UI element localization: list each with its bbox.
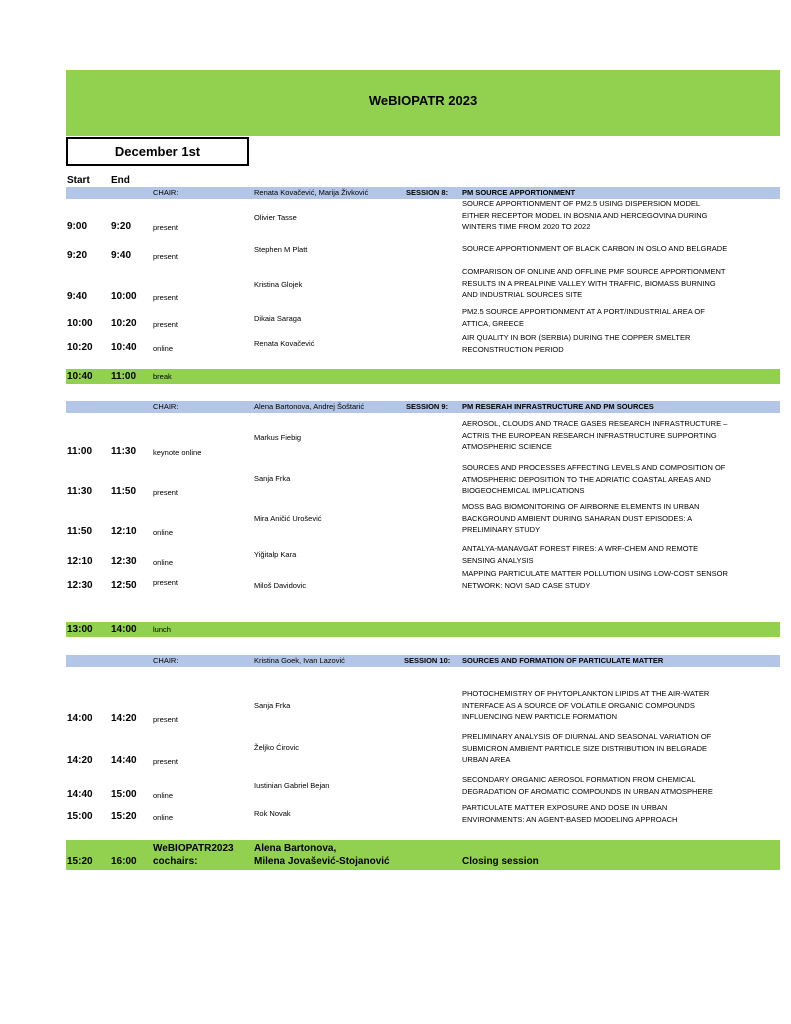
talk-end-time: 15:20 bbox=[111, 811, 137, 822]
talk-start-time: 10:00 bbox=[67, 318, 93, 329]
talk-title-line: BIOGEOCHEMICAL IMPLICATIONS bbox=[462, 486, 585, 496]
talk-title-line: SOURCES AND PROCESSES AFFECTING LEVELS AND COMPOSITION OF bbox=[462, 463, 726, 472]
talk-title-line: AND INDUSTRIAL SOURCES SITE bbox=[462, 290, 583, 300]
talk-mode: online bbox=[153, 344, 174, 353]
talk-speaker: Kristina Glojek bbox=[254, 280, 303, 289]
talk-end-time: 10:00 bbox=[111, 291, 137, 302]
talk-title-line: SOURCE APPORTIONMENT OF PM2.5 USING DISPERSION MODEL bbox=[462, 199, 701, 208]
talk-title-line: SENSING ANALYSIS bbox=[462, 555, 534, 565]
talk-title-line: NETWORK: NOVI SAD CASE STUDY bbox=[462, 580, 591, 590]
talk-title-line: ENVIRONMENTS: AN AGENT-BASED MODELING APPROACH bbox=[462, 814, 678, 824]
talk-speaker: Stephen M Platt bbox=[254, 245, 308, 254]
talk-end-time: 14:40 bbox=[111, 755, 137, 766]
talk-title-line: PM2.5 SOURCE APPORTIONMENT AT A PORT/INDUSTRIAL AREA OF bbox=[462, 307, 705, 316]
closing-start-time: 15:20 bbox=[67, 856, 93, 867]
break-start-time: 10:40 bbox=[67, 371, 93, 382]
talk-end-time: 11:30 bbox=[111, 446, 137, 457]
talk-title-line: ATMOSPHERIC SCIENCE bbox=[462, 442, 552, 452]
talk-end-time: 12:30 bbox=[111, 556, 137, 567]
talk-title-line: PRELIMINARY STUDY bbox=[462, 525, 541, 535]
talk-speaker: Dikaia Saraga bbox=[254, 314, 302, 323]
talk-title-line: PHOTOCHEMISTRY OF PHYTOPLANKTON LIPIDS AT THE AIR-WATER bbox=[462, 689, 710, 698]
break-bar bbox=[66, 622, 780, 637]
talk-title bbox=[462, 306, 780, 329]
talk-mode: present bbox=[153, 757, 179, 766]
session-number: SESSION 10: bbox=[404, 656, 451, 665]
talk-title-line: INFLUENCING NEW PARTICLE FORMATION bbox=[462, 712, 618, 722]
talk-title-line: PRELIMINARY ANALYSIS OF DIURNAL AND SEASONAL VARIATION OF bbox=[462, 732, 712, 741]
talk-title-line: URBAN AREA bbox=[462, 755, 511, 765]
talk-end-time: 14:20 bbox=[111, 713, 137, 724]
talk-start-time: 11:00 bbox=[67, 446, 93, 457]
talk-start-time: 15:00 bbox=[67, 811, 93, 822]
talk-title-line: MAPPING PARTICULATE MATTER POLLUTION USING LOW-COST SENSOR bbox=[462, 569, 728, 578]
talk-end-time: 10:40 bbox=[111, 342, 137, 353]
break-label: break bbox=[153, 371, 172, 381]
talk-end-time: 12:10 bbox=[111, 526, 137, 537]
talk-title bbox=[462, 774, 780, 797]
talk-title-line: SOURCE APPORTIONMENT OF BLACK CARBON IN OSLO AND BELGRADE bbox=[462, 244, 728, 253]
talk-mode: keynote online bbox=[153, 448, 202, 457]
talk-title-line: ATTICA, GREECE bbox=[462, 318, 524, 328]
talk-title-line: ATMOSPHERIC DEPOSITION TO THE ADRIATIC COASTAL AREAS AND bbox=[462, 474, 711, 484]
talk-mode: online bbox=[153, 813, 174, 822]
talk-speaker: Renata Kovačević bbox=[254, 339, 315, 348]
talk-speaker: Miloš Davidovic bbox=[254, 581, 307, 590]
talk-start-time: 12:10 bbox=[67, 556, 93, 567]
talk-mode: present bbox=[153, 223, 179, 232]
session-number: SESSION 9: bbox=[406, 402, 449, 411]
day-label: December 1st bbox=[66, 137, 249, 166]
talk-title bbox=[462, 568, 780, 591]
talk-speaker: Mira Aničić Urošević bbox=[254, 514, 322, 523]
talk-end-time: 9:20 bbox=[111, 221, 132, 232]
talk-mode: present bbox=[153, 578, 179, 587]
talk-speaker: Yiğitalp Kara bbox=[254, 550, 297, 559]
talk-speaker: Sanja Frka bbox=[254, 474, 291, 483]
session-name: PM SOURCE APPORTIONMENT bbox=[462, 188, 576, 197]
talk-title-line: AEROSOL, CLOUDS AND TRACE GASES RESEARCH INFRASTRUCTURE – bbox=[462, 419, 728, 428]
talk-title-line: COMPARISON OF ONLINE AND OFFLINE PMF SOURCE APPORTIONMENT bbox=[462, 267, 726, 276]
talk-mode: present bbox=[153, 320, 179, 329]
talk-title bbox=[462, 332, 780, 355]
closing-session: Closing session bbox=[462, 856, 539, 867]
talk-title-line: INTERFACE AS A SOURCE OF VOLATILE ORGANIC COMPOUNDS bbox=[462, 700, 695, 710]
talk-title bbox=[462, 462, 780, 497]
talk-mode: present bbox=[153, 252, 179, 261]
closing-name-line: Milena Jovašević-Stojanović bbox=[254, 856, 390, 867]
talk-mode: present bbox=[153, 488, 179, 497]
talk-speaker: Markus Fiebig bbox=[254, 433, 302, 442]
talk-title-line: ANTALYA-MANAVGAT FOREST FIRES: A WRF-CHEM AND REMOTE bbox=[462, 544, 699, 553]
talk-start-time: 10:20 bbox=[67, 342, 93, 353]
session-chairs: Kristina Goek, Ivan Lazović bbox=[254, 655, 345, 665]
page-title: WeBIOPATR 2023 bbox=[368, 93, 478, 108]
talk-mode: online bbox=[153, 528, 174, 537]
closing-end-time: 16:00 bbox=[111, 856, 137, 867]
talk-end-time: 15:00 bbox=[111, 789, 137, 800]
talk-start-time: 12:30 bbox=[67, 580, 93, 591]
talk-title-line: ACTRIS THE EUROPEAN RESEARCH INFRASTRUCTURE SUPPORTING bbox=[462, 430, 717, 440]
closing-label-line: WeBIOPATR2023 bbox=[153, 843, 234, 854]
talk-end-time: 11:50 bbox=[111, 486, 137, 497]
talk-title-line: PARTICULATE MATTER EXPOSURE AND DOSE IN URBAN bbox=[462, 803, 668, 812]
break-end-time: 11:00 bbox=[111, 371, 137, 382]
session-chairs: Renata Kovačević, Marija Živković bbox=[254, 187, 369, 197]
talk-start-time: 9:20 bbox=[67, 250, 88, 261]
start-column-header: Start bbox=[67, 175, 90, 186]
talk-end-time: 9:40 bbox=[111, 250, 132, 261]
talk-title bbox=[462, 731, 780, 766]
chair-label: CHAIR: bbox=[153, 401, 179, 411]
talk-title bbox=[462, 198, 780, 233]
talk-title-line: MOSS BAG BIOMONITORING OF AIRBORNE ELEMENTS IN URBAN bbox=[462, 502, 700, 511]
talk-title-line: RECONSTRUCTION PERIOD bbox=[462, 344, 564, 354]
talk-title-line: AIR QUALITY IN BOR (SERBIA) DURING THE COPPER SMELTER bbox=[462, 333, 691, 342]
talk-title-line: SECONDARY ORGANIC AEROSOL FORMATION FROM CHEMICAL bbox=[462, 775, 696, 784]
talk-title bbox=[462, 266, 780, 301]
end-column-header: End bbox=[111, 175, 130, 186]
talk-speaker: Iustinian Gabriel Bejan bbox=[254, 781, 330, 790]
talk-mode: online bbox=[153, 558, 174, 567]
talk-start-time: 9:00 bbox=[67, 221, 88, 232]
chair-label: CHAIR: bbox=[153, 655, 179, 665]
talk-title bbox=[462, 243, 780, 255]
break-bar bbox=[66, 369, 780, 384]
talk-start-time: 14:40 bbox=[67, 789, 93, 800]
session-chairs: Alena Bartonova, Andrej Šoštarić bbox=[254, 401, 365, 411]
closing-names bbox=[254, 842, 390, 868]
talk-title bbox=[462, 418, 780, 453]
talk-start-time: 9:40 bbox=[67, 291, 88, 302]
closing-label-line: cochairs: bbox=[153, 856, 198, 867]
talk-start-time: 11:30 bbox=[67, 486, 93, 497]
talk-title-line: DEGRADATION OF AROMATIC COMPOUNDS IN URBAN ATMOSPHERE bbox=[462, 786, 713, 796]
talk-speaker: Rok Novak bbox=[254, 809, 291, 818]
talk-end-time: 10:20 bbox=[111, 318, 137, 329]
session-number: SESSION 8: bbox=[406, 188, 449, 197]
break-end-time: 14:00 bbox=[111, 624, 137, 635]
talk-mode: present bbox=[153, 293, 179, 302]
talk-title-line: RESULTS IN A PREALPINE VALLEY WITH TRAFFIC, BIOMASS BURNING bbox=[462, 278, 716, 288]
talk-start-time: 14:00 bbox=[67, 713, 93, 724]
talk-title-line: SUBMICRON AMBIENT PARTICLE SIZE DISTRIBUTION IN BELGRADE bbox=[462, 743, 708, 753]
closing-label bbox=[153, 842, 234, 868]
session-name: SOURCES AND FORMATION OF PARTICULATE MATTER bbox=[462, 656, 664, 665]
talk-start-time: 11:50 bbox=[67, 526, 93, 537]
talk-title-line: WINTERS TIME FROM 2020 TO 2022 bbox=[462, 222, 591, 232]
closing-name-line: Alena Bartonova, bbox=[254, 843, 337, 854]
talk-speaker: Sanja Frka bbox=[254, 701, 291, 710]
talk-speaker: Željko Ćirovic bbox=[254, 743, 300, 752]
chair-label: CHAIR: bbox=[153, 187, 179, 197]
talk-end-time: 12:50 bbox=[111, 580, 137, 591]
break-label: lunch bbox=[153, 624, 171, 634]
talk-title-line: BACKGROUND AMBIENT DURING SAHARAN DUST EPISODES: A bbox=[462, 513, 693, 523]
talk-title bbox=[462, 802, 780, 825]
talk-title bbox=[462, 688, 780, 723]
session-name: PM RESERAH INFRASTRUCTURE AND PM SOURCES bbox=[462, 402, 654, 411]
talk-mode: online bbox=[153, 791, 174, 800]
talk-start-time: 14:20 bbox=[67, 755, 93, 766]
talk-title-line: EITHER RECEPTOR MODEL IN BOSNIA AND HERCEGOVINA DURING bbox=[462, 210, 708, 220]
talk-mode: present bbox=[153, 715, 179, 724]
talk-title bbox=[462, 501, 780, 536]
talk-speaker: Olivier Tasse bbox=[254, 213, 297, 222]
talk-title bbox=[462, 543, 780, 566]
break-start-time: 13:00 bbox=[67, 624, 93, 635]
